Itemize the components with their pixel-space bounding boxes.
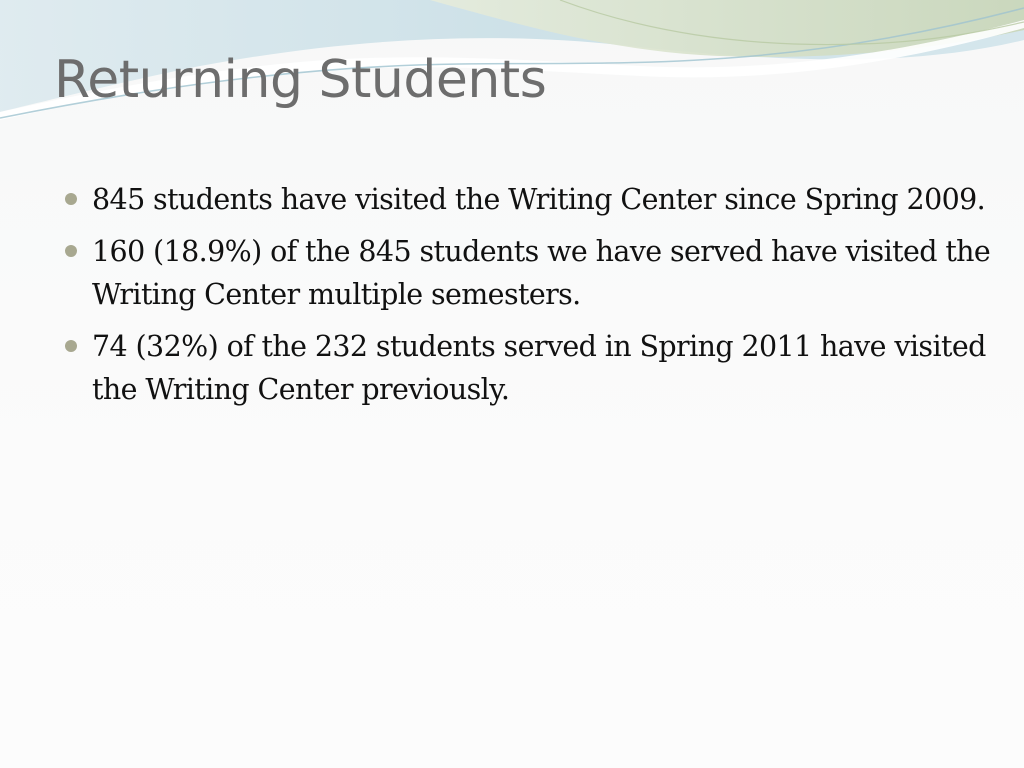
slide-title: Returning Students — [54, 50, 547, 110]
bullet-dot-icon — [65, 340, 77, 352]
bullet-dot-icon — [65, 245, 77, 257]
bullet-text: 74 (32%) of the 232 students served in Spring 2011 have visited the Writing Center previously. — [92, 330, 986, 406]
bullet-dot-icon — [65, 193, 77, 205]
bullet-text: 845 students have visited the Writing Center since Spring 2009. — [92, 183, 986, 216]
bullet-text: 160 (18.9%) of the 845 students we have served have visited the Writing Center multiple semesters. — [92, 235, 991, 311]
bullet-item — [92, 325, 992, 411]
bullet-item — [92, 230, 992, 316]
bullet-item — [92, 178, 992, 221]
bullet-list — [92, 178, 992, 420]
